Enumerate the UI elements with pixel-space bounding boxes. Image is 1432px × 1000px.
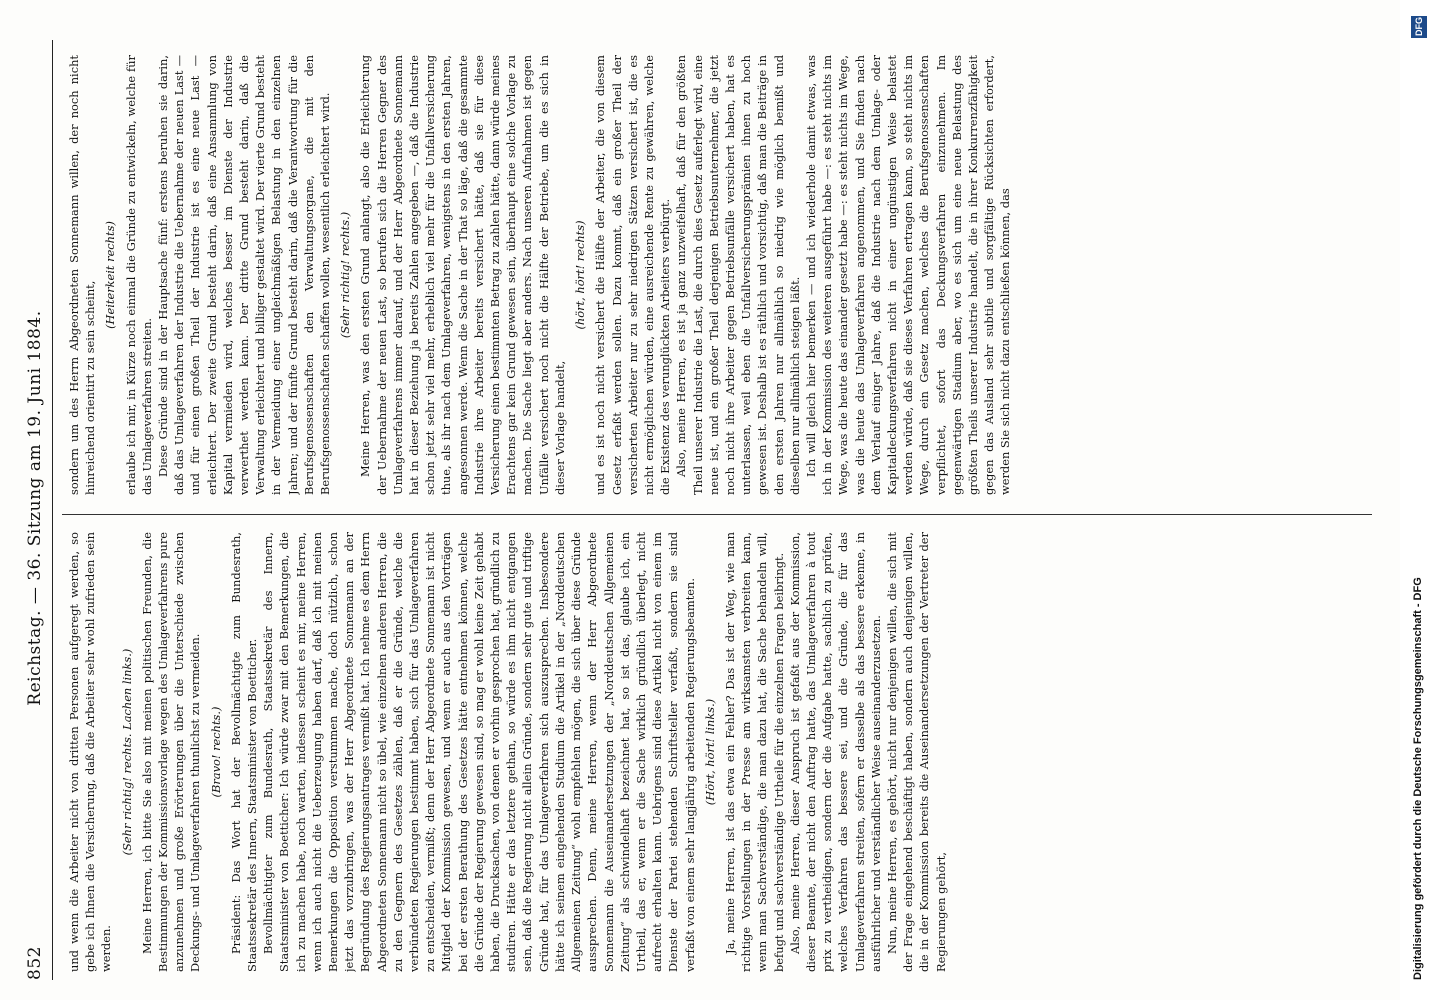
session-title: Reichstag. — 36. Sitzung am 19. Juni 1884. [25, 310, 45, 706]
paragraph: Ja, meine Herren, ist das etwa ein Fehler? Das ist der Weg, wie man richtige Vorstellungen in der Presse am wirksamsten verbreiten kann, wenn man Sachverständige, die man dazu hat, die Sache behandeln will, befugt und sachverständige Urtheile für die einzelnen Fragen beibringt. [722, 532, 786, 972]
paragraph: Meine Herren, was den ersten Grund anlangt, also die Erleichterung der Uebernahme der neuen Last, so berufen sich die Herren Gegner des Umlageverfahrens immer darauf, und der Herr Abgeordnete Sonnemann hat in dieser Beziehung ja bereits Zahlen angegeben —, daß die Industrie schon jetzt sehr viel mehr, erheblich viel mehr für die Unfallversicherung thue, als ihr nach dem Umlageverfahren, wenigstens in den ersten Jahren, angesonnen werde. Wenn die Sache in der That so läge, daß die gesammte Industrie ihre Arbeiter bereits versichert hätte, daß sie für diese Versicherung einen bestimmten Betrag zu zahlen hätte, dann würde meines Erachtens gar kein Grund gewesen sein, überhaupt eine solche Vorlage zu machen. Die Sache liegt aber anders. Nach unseren Aufnahmen ist gegen Unfälle versichert noch nicht die Hälfte der Betriebe, um die es sich in dieser Vorlage handelt, [358, 55, 567, 495]
interjection: (Sehr richtig! rechts. Lachen links.) [119, 648, 134, 856]
paragraph: Diese Gründe sind in der Hauptsache fünf: erstens beruhen sie darin, daß das Umlageverfahren der Industrie die Uebernahme der neuen Last — und für einen großen Theil der Industrie ist es eine neue Last — erleichtert. Der zweite Grund besteht darin, daß eine Ansammlung von Kapital vermieden wird, welches besser im Dienste der Industrie verwerthet werden kann. Der dritte Grund besteht darin, daß die Verwaltung erleichtert und billiger gestaltet wird. Der vierte Grund besteht in der Vermeidung einer ungleichmäßigen Belastung in den einzelnen Jahren; und der fünfte Grund besteht darin, daß die Verantwortung für die Berufsgenossenschaften den Verwaltungsorgane, die mit den Berufsgenossenschaften schaffen wollen, wesentlich erleichtert wird. [156, 55, 333, 495]
paragraph: Präsident: Das Wort hat der Bevollmächtigte zum Bundesrath, Staatssekretär des Innern, Staatsminister von Boetticher. [228, 532, 260, 972]
paragraph: und wenn die Arbeiter nicht von dritten Personen aufgeregt werden, so gebe ich Ihnen die Versicherung, daß die Arbeiter sehr wohl zufrieden sein werden. [67, 532, 114, 972]
interjection: (Hört, hört! links.) [702, 698, 717, 806]
interjection: (Sehr richtig! rechts.) [338, 211, 353, 339]
left-column [66, 532, 1366, 972]
paragraph: Also, meine Herren, es ist ja ganz unzweifelhaft, daß für den größten Theil unserer Industrie die Last, die durch dies Gesetz auferlegt wird, eine neue ist, und ein großer Theil derjenigen Betriebsunternehmer, die jetzt noch nicht ihre Arbeiter gegen Betriebsunfälle versichert haben, hat es unterlassen, weil eben die Unfallversicherungsprämien ihnen zu hoch gewesen ist. Deshalb ist es räthlich und vorsichtig, daß man die Beiträge in den ersten Jahren nur allmählich so niedrig wie möglich bemißt und dieselben nur allmählich steigen läßt. [674, 55, 802, 495]
right-column [66, 55, 1366, 495]
paragraph: Ich will gleich hier bemerken — und ich wiederhole damit etwas, was ich in der Kommission des weiteren ausgeführt habe —: es steht nichts im Wege, was die heute das einander gesetzt habe —: es steht nichts im Wege, was die heute das Umlageverfahren angenommen, und Sie finden nach dem Verlauf einiger Jahre, daß die Industrie nach dem Umlage- oder Kapitaldeckungsverfahren nicht in einer ungünstigen Weise belastet werden würde, daß sie dieses Verfahren ertragen kann, so steht nichts im Wege, durch ein Gesetz machen, welches die Berufsgenossenschaften verpflichtet, sofort das Deckungsverfahren einzunehmen. Im gegenwärtigen Stadium aber, wo es sich um eine neue Belastung des größten Theils unserer Industrie handelt, die in ihrer Konkurrenzfähigkeit gegen das Ausland sehr subtile und sorgfältige Rücksichten erfordert, werden Sie sich nicht dazu entschließen können, das [803, 55, 1013, 495]
paragraph: Bevollmächtigter zum Bundesrath, Staatssekretär des Innern, Staatsminister von Boetticher: Ich würde zwar mit den Bemerkungen, die ich zu machen habe, noch warten, indessen scheint es mir, meine Herren, wenn ich auch nicht die Ueberzeugung haben darf, daß ich mit meinen Bemerkungen die Opposition verstummen mache, doch nützlich, schon jetzt das vorzubringen, was der Herr Abgeordnete Sonnemann an der Begründung des Regierungsantrages vermißt hat. Ich nehme es dem Herrn Abgeordneten Sonnemann nicht so übel, wie einzelnen anderen Herren, die zu den Gegnern des Gesetzes zählen, daß er die Gründe, welche die verbündeten Regierungen bestimmt haben, sich für das Umlageverfahren zu entscheiden, vermißt; denn der Herr Abgeordnete Sonnemann ist nicht Mitglied der Kommission gewesen, und wenn er auch aus den Vorträgen bei der ersten Berathung des Gesetzes hätte entnehmen können, welche die Gründe der Regierung gewesen sind, so mag er wohl keine Zeit gehabt haben, die Drucksachen, von denen er vorhin gesprochen hat, gründlich zu studiren. Hätte er das letztere gethan, so würde es ihm nicht entgangen sein, daß die Regierung nicht allein Gründe, sondern sehr gute und triftige Gründe hat, für das Umlageverfahren sich auszusprechen. Insbesondere hätte ich seinem eingehenden Studium die Artikel in der „Norddeutschen Allgemeinen Zeitung“ wohl empfehlen mögen, die sich über diese Gründe aussprechen. Denn, meine Herren, wenn der Herr Abgeordnete Sonnemann die Auseinandersetzungen der „Norddeutschen Allgemeinen Zeitung“ als schwindelhaft bezeichnet hat, so ist das, glaube ich, ein Urtheil, das er, wenn er die Sache wirklich gründlich überlegt, nicht aufrecht erhalten kann. Uebrigens sind diese Artikel nicht von einem im Dienste der Partei stehenden Schriftsteller verfaßt, sondern sie sind verfaßt von einem sehr langjährig arbeitenden Regierungsbeamten. [261, 532, 697, 972]
dfg-logo: DFG [1411, 16, 1427, 38]
paragraph: und es ist noch nicht versichert die Hälfte der Arbeiter, die von diesem Gesetz erfaßt werden sollen. Dazu kommt, daß ein großer Theil der versicherten Arbeiter nur zu sehr niedrigen Sätzen versichert ist, die es nicht ermöglichen würden, eine ausreichende Rente zu gewähren, welche die Existenz des verunglückten Arbeiters verbürgt. [593, 55, 673, 495]
paragraph: Also, meine Herren, dieser Anspruch ist gefaßt aus der Kommission, dieser Beamte, der nicht den Auftrag hatte, das Umlageverfahren à tout prix zu vertheidigen, sondern der die Aufgabe hatte, sachlich zu prüfen, welches Verfahren das bessere sei, und die Gründe, die für das Umlageverfahren streiten, sofern er dasselbe als das bessere erkenne, in ausführlicher und verständlicher Weise auseinanderzusetzen. [787, 532, 883, 972]
interjection: (hört, hört! rechts) [573, 220, 588, 330]
digitization-credit: Digitalisierung gefördert durch die Deutsche Forschungsgemeinschaft - DFG [1412, 577, 1424, 980]
paragraph: sondern um des Herrn Abgeordneten Sonnemann willen, der noch nicht hinreichend orientirt zu sein scheint, [67, 55, 98, 495]
paragraph: Meine Herren, ich bitte Sie also mit meinen politischen Freunden, die Bestimmungen der Kommissionsvorlage wegen des Umlageverfahrens pure anzunehmen und große Erörterungen über die Unterschiede zwischen Deckungs- und Umlageverfahren thunlichst zu vermeiden. [139, 532, 203, 972]
paragraph: erlaube ich mir, in Kürze noch einmal die Gründe zu entwickeln, welche für das Umlageverfahren streiten. [123, 55, 154, 495]
page-number: 852 [25, 946, 45, 980]
header-rule [52, 40, 53, 980]
column-divider [62, 514, 1372, 515]
interjection: (Heiterkeit rechts) [103, 221, 118, 329]
interjection: (Bravo! rechts.) [208, 706, 223, 798]
page-header [22, 40, 48, 980]
paragraph: Nun, meine Herren, es gehört, nicht nur denjenigen willen, die sich mit der Frage eingehend beschäftigt haben, sondern auch denjenigen willen, die in der Kommission bereits die Auseinandersetzungen der Vertreter der Regierungen gehört, [884, 532, 948, 972]
